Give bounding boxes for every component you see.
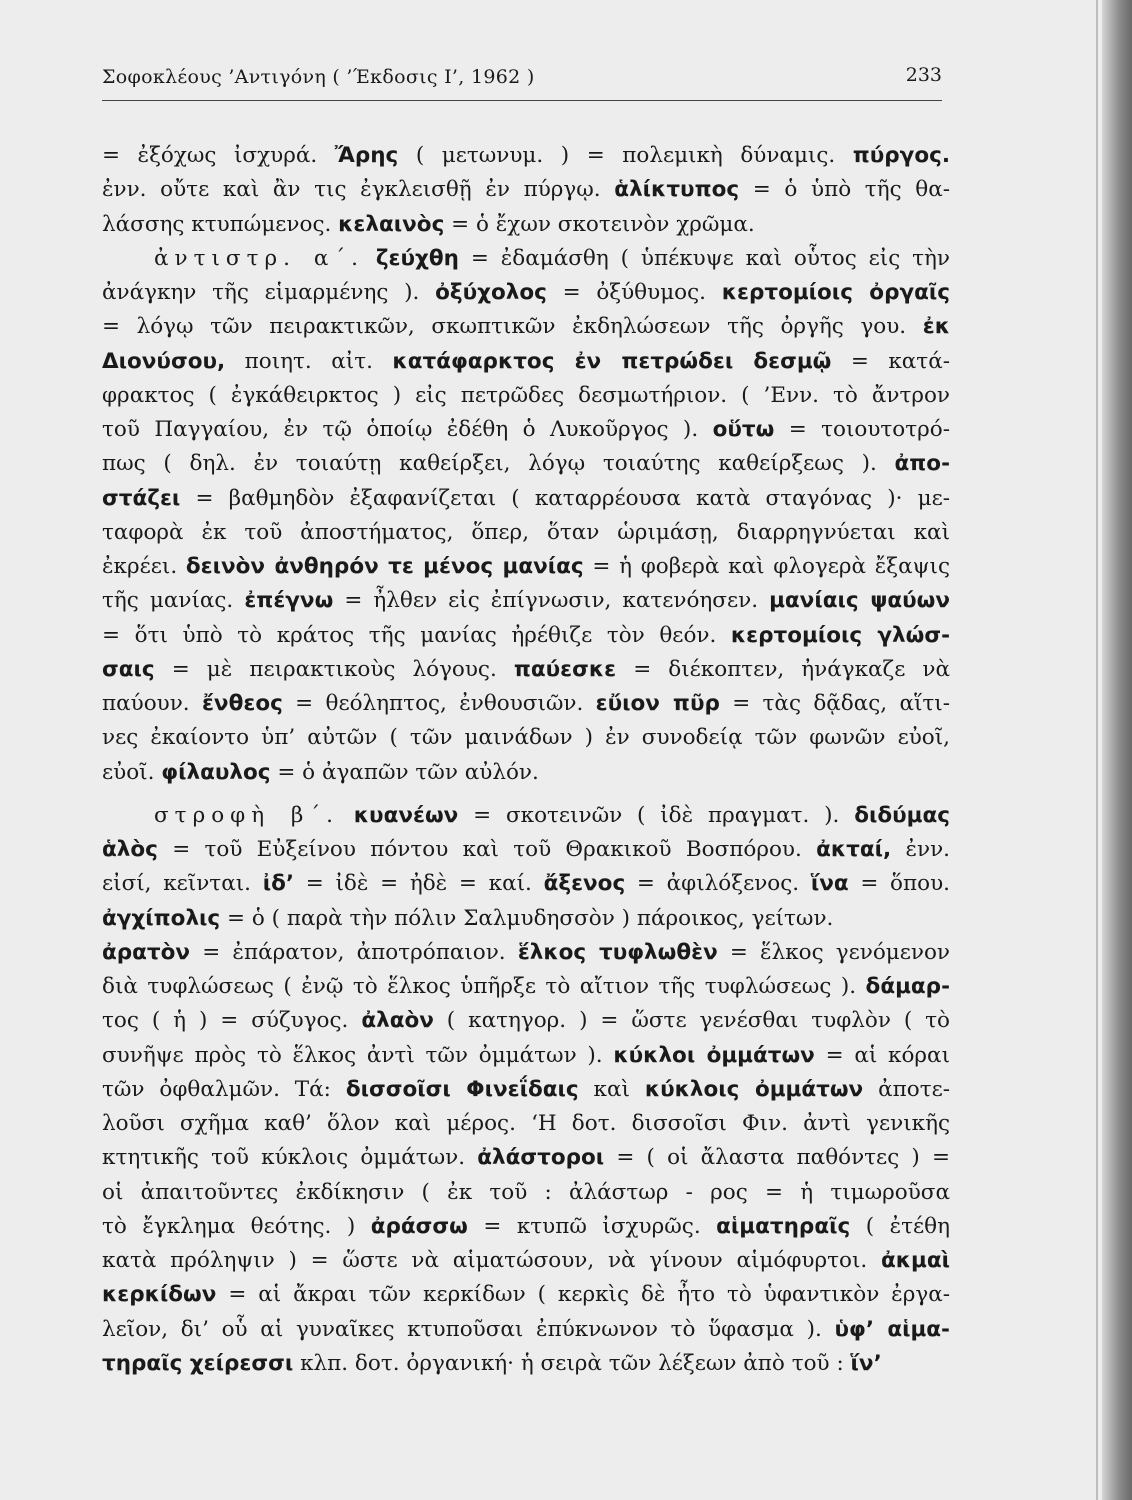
gloss-text: ποιητ. αἰτ. — [225, 348, 393, 374]
gloss-text: = ἐδαμάσθη ( ὑπέκυψε καὶ οὗτος εἰς τὴν — [458, 245, 950, 271]
text-line — [102, 1004, 950, 1038]
text-line — [102, 1313, 950, 1347]
gloss-text: εὐοῖ. — [102, 759, 162, 785]
gloss-text: κατὰ πρόληψιν ) = ὥστε νὰ αἱματώσουν, νὰ γίνουν αἱμόφυρτοι. — [102, 1248, 881, 1273]
gloss-text: ἐκρέει. — [102, 554, 186, 579]
text-line — [102, 867, 950, 901]
text-line — [102, 1073, 950, 1107]
gloss-text: τοῦ Παγγαίου, ἐν τῷ ὁποίῳ ἐδέθη ὁ Λυκοῦργος ). — [102, 417, 713, 442]
lemma-term: κατάφαρκτος ἐν πετρώδει δεσμῷ — [392, 348, 832, 374]
gloss-text: κλπ. δοτ. ὀργανική· ἡ σειρὰ τῶν λέξεων ἀπὸ τοῦ : — [293, 1350, 851, 1376]
text-line — [102, 516, 950, 550]
lemma-term: εὔιον πῦρ — [595, 691, 720, 716]
gloss-text: = ἦλθεν εἰς ἐπίγνωσιν, κατενόησεν. — [333, 588, 770, 614]
section-label: ἀντιστρ. α΄. — [154, 245, 364, 271]
lemma-term: ἕλκος τυφλωθὲν — [517, 939, 718, 965]
lemma-term: ἀγχίπολις — [102, 905, 221, 931]
lemma-term: ἀκμαὶ — [880, 1248, 950, 1273]
commentary-text — [102, 139, 950, 1381]
gloss-text: ἐνν. — [891, 837, 951, 862]
lemma-term: δάμαρ- — [865, 974, 950, 999]
gloss-text: φρακτος ( ἐγκάθειρκτος ) εἰς πετρῶδες δεσμωτήριον. ( ’Ενν. τὸ ἄντρον — [102, 382, 950, 408]
text-line — [102, 447, 950, 481]
gloss-text: = τοιουτοτρό- — [774, 417, 950, 442]
lemma-term: δεινὸν ἀνθηρόν τε μένος μανίας — [185, 554, 584, 579]
lemma-term: διδύμας — [854, 802, 950, 828]
text-line — [102, 902, 950, 936]
lemma-term: κύκλοις ὀμμάτων — [644, 1076, 864, 1102]
text-line — [102, 833, 950, 867]
gloss-text: ταφορὰ ἐκ τοῦ ἀποστήματος, ὅπερ, ὅταν ὡριμάσῃ, διαρρηγνύεται καὶ — [102, 519, 950, 545]
gloss-text: = ἕλκος γενόμενον — [717, 939, 950, 965]
page-number: 233 — [905, 64, 942, 86]
lemma-term: ζεύχθη — [375, 245, 459, 271]
gloss-text: = ἐπάρατον, ἀποτρόπαιον. — [190, 939, 518, 965]
lemma-term: ἁλὸς — [102, 837, 158, 862]
gloss-text — [339, 803, 354, 828]
lemma-term: ἐκ — [922, 314, 950, 340]
lemma-term: ἀρατὸν — [102, 939, 191, 965]
gloss-text: = διέκοπτεν, ἠνάγκαζε νὰ — [616, 656, 950, 682]
text-line — [102, 1278, 950, 1312]
lemma-term: κυανέων — [353, 802, 459, 828]
gloss-text: = μὲ πειρακτικοὺς λόγους. — [154, 656, 514, 682]
gloss-text: ( ἐτέθη — [850, 1213, 950, 1239]
text-line — [102, 413, 950, 447]
lemma-term: κύκλοι ὀμμάτων — [613, 1042, 815, 1068]
lemma-term: κερκίδων — [102, 1282, 217, 1308]
text-line — [102, 173, 950, 207]
gloss-text: ἐνν. οὔτε καὶ ἂν τις ἐγκλεισθῇ ἐν πύργῳ. — [102, 177, 615, 203]
running-head-title: Σοφοκλέους ’Αντιγόνη ( ’Έκδοσις Ι’, 1962 ) — [102, 66, 535, 88]
text-line — [102, 970, 950, 1004]
lemma-term: ἀράσσω — [370, 1213, 468, 1239]
gloss-text: = ὁ ἔχων σκοτεινὸν χρῶμα. — [444, 211, 755, 237]
gloss-text: = βαθμηδὸν ἐξαφανίζεται ( καταρρέουσα κατὰ σταγόνας )· με- — [180, 485, 950, 511]
gloss-text: λοῦσι σχῆμα καθ’ ὅλον καὶ μέρος. ‘Η δοτ. δισσοῖσι Φιν. ἀντὶ γενικῆς — [102, 1111, 950, 1136]
page-edge-shadow — [1102, 0, 1132, 1500]
gloss-text: τῶν ὀφθαλμῶν. Τά: — [102, 1076, 346, 1102]
lemma-term: ὑφ’ αἱμα- — [834, 1316, 950, 1342]
text-line — [102, 482, 950, 516]
lemma-term: κελαινὸς — [338, 211, 445, 237]
text-line — [102, 550, 950, 584]
gloss-text: οἱ ἀπαιτοῦντες ἐκδίκησιν ( ἐκ τοῦ : ἀλάστωρ - ρος = ἡ τιμωροῦσα — [102, 1179, 950, 1205]
gloss-text: = ἰδὲ = ἠδὲ = καί. — [294, 871, 544, 897]
gloss-text: εἰσί, κεῖνται. — [102, 871, 263, 897]
gloss-text: συνῆψε πρὸς τὸ ἕλκος ἀντὶ τῶν ὀμμάτων ). — [102, 1042, 614, 1068]
lemma-term: ἀπο- — [894, 451, 950, 477]
gloss-text: πως ( δηλ. ἐν τοιαύτῃ καθείρξει, λόγῳ τοιαύτης καθείρξεως ). — [102, 451, 895, 477]
text-line — [102, 1039, 950, 1073]
text-line — [102, 1107, 950, 1141]
gloss-text: = ὅπου. — [848, 871, 950, 897]
text-line — [102, 208, 950, 242]
gloss-text: ἀποτε- — [863, 1076, 950, 1102]
lemma-term: σαις — [102, 656, 155, 682]
gloss-text: παύουν. — [102, 691, 202, 716]
gloss-text: καὶ — [578, 1076, 645, 1102]
lemma-term: ἔνθεος — [201, 691, 283, 716]
gloss-text: = λόγῳ τῶν πειρακτικῶν, σκωπτικῶν ἐκδηλώσεων τῆς ὀργῆς γου. — [102, 314, 923, 340]
gloss-text: = τοῦ Εὐξείνου πόντου καὶ τοῦ Θρακικοῦ Βοσπόρου. — [157, 837, 817, 862]
lemma-term: αἱματηραῖς — [716, 1213, 851, 1239]
gloss-text: τὸ ἔγκλημα θεότης. ) — [102, 1213, 371, 1239]
gloss-text: = ἐξόχως ἰσχυρά. — [102, 143, 335, 168]
gloss-text: = ὅτι ὑπὸ τὸ κράτος τῆς μανίας ἠρέθιζε τὸν θεόν. — [102, 622, 731, 648]
lemma-term: ἁλίκτυπος — [614, 177, 740, 203]
lemma-term: ὀξύχολος — [435, 280, 547, 305]
text-line — [102, 1141, 950, 1175]
gloss-text: τῆς μανίας. — [102, 588, 245, 614]
gloss-text: = κτυπῶ ἰσχυρῶς. — [467, 1213, 717, 1239]
section-label: στροφὴ β΄. — [154, 802, 339, 828]
lemma-term: ἵνα — [810, 871, 849, 897]
text-line — [102, 1210, 950, 1244]
lemma-term: Ἄρης — [334, 143, 399, 168]
text-line — [102, 619, 950, 653]
lemma-term: πύργος. — [852, 143, 951, 168]
text-line — [102, 721, 950, 755]
text-line — [102, 310, 950, 344]
text-line — [102, 756, 950, 790]
lemma-term: τηραῖς χείρεσσι — [102, 1350, 294, 1376]
page-gutter-line — [1096, 0, 1098, 1500]
gloss-text: διὰ τυφλώσεως ( ἐνῷ τὸ ἕλκος ὑπῆρξε τὸ αἴτιον τῆς τυφλώσεως ). — [102, 974, 866, 999]
gloss-text: λάσσης κτυπώμενος. — [102, 211, 339, 237]
lemma-term: ἀλαὸν — [361, 1008, 434, 1034]
gloss-text: λεῖον, δι’ οὗ αἱ γυναῖκες κτυποῦσαι ἐπύκνωνον τὸ ὕφασμα ). — [102, 1316, 835, 1342]
lemma-term: δισσοῖσι Φινεΐδαις — [345, 1076, 579, 1102]
text-line — [102, 1244, 950, 1278]
gloss-text: ( κατηγορ. ) = ὥστε γενέσθαι τυφλὸν ( τὸ — [433, 1008, 950, 1034]
lemma-term: στάζει — [102, 485, 181, 511]
lemma-term: μανίαις ψαύων — [769, 588, 951, 614]
lemma-term: ἄξενος — [543, 871, 626, 897]
gloss-text — [364, 246, 376, 271]
gloss-text: = ἡ φοβερὰ καὶ φλογερὰ ἔξαψις — [583, 554, 950, 579]
lemma-term: ἰδ’ — [262, 871, 295, 897]
gloss-text: νες ἐκαίοντο ὑπ’ αὐτῶν ( τῶν μαινάδων ) ἐν συνοδείᾳ τῶν φωνῶν εὐοῖ, — [102, 725, 950, 751]
gloss-text: = ὀξύθυμος. — [546, 280, 722, 305]
gloss-text: = ὁ ἀγαπῶν τῶν αὐλόν. — [270, 759, 539, 785]
gloss-text: = ( οἱ ἄλαστα παθόντες ) = — [604, 1145, 950, 1171]
lemma-term: φίλαυλος — [161, 759, 271, 785]
gloss-text: = θεόληπτος, ἐνθουσιῶν. — [282, 691, 596, 716]
lemma-term: Διονύσου, — [102, 348, 226, 374]
text-line — [102, 653, 950, 687]
gloss-text: κτητικῆς τοῦ κύκλοις ὀμμάτων. — [102, 1145, 478, 1171]
lemma-term: κερτομίοις ὀργαῖς — [721, 280, 951, 305]
text-line — [102, 936, 950, 970]
running-head — [102, 60, 942, 101]
text-line — [102, 242, 950, 276]
gloss-text: ( μετωνυμ. ) = πολεμικὴ δύναμις. — [398, 143, 853, 168]
text-line — [102, 276, 950, 310]
gloss-text: τος ( ἡ ) = σύζυγος. — [102, 1008, 362, 1034]
lemma-term: οὕτω — [712, 417, 775, 442]
lemma-term: ἐπέγνω — [244, 588, 334, 614]
lemma-term: ἵν’ — [850, 1350, 882, 1376]
gloss-text: = ὁ ὑπὸ τῆς θα- — [739, 177, 950, 203]
gloss-text: = ὁ ( παρὰ τὴν πόλιν Σαλμυδησσὸν ) πάροικος, γείτων. — [220, 905, 834, 931]
lemma-term: κερτομίοις γλώσ- — [730, 622, 950, 648]
gloss-text: = αἱ κόραι — [814, 1042, 950, 1068]
text-line — [102, 799, 950, 833]
text-line — [102, 139, 950, 173]
text-line — [102, 1176, 950, 1210]
text-line — [102, 379, 950, 413]
lemma-term: παύεσκε — [513, 656, 617, 682]
gloss-text: = τὰς δᾷδας, αἵτι- — [719, 691, 950, 716]
text-line — [102, 687, 950, 721]
gloss-text: ἀνάγκην τῆς εἱμαρμένης ). — [102, 280, 436, 305]
text-line — [102, 1347, 950, 1381]
gloss-text: = κατά- — [831, 348, 950, 374]
text-line — [102, 584, 950, 618]
lemma-term: ἀκταί, — [816, 837, 892, 862]
text-line — [102, 345, 950, 379]
gloss-text: = ἀφιλόξενος. — [625, 871, 811, 897]
gloss-text: = σκοτεινῶν ( ἰδὲ πραγματ. ). — [458, 802, 855, 828]
gloss-text: = αἱ ἄκραι τῶν κερκίδων ( κερκὶς δὲ ἦτο τὸ ὑφαντικὸν ἐργα- — [216, 1282, 950, 1308]
lemma-term: ἀλάστοροι — [477, 1145, 605, 1171]
